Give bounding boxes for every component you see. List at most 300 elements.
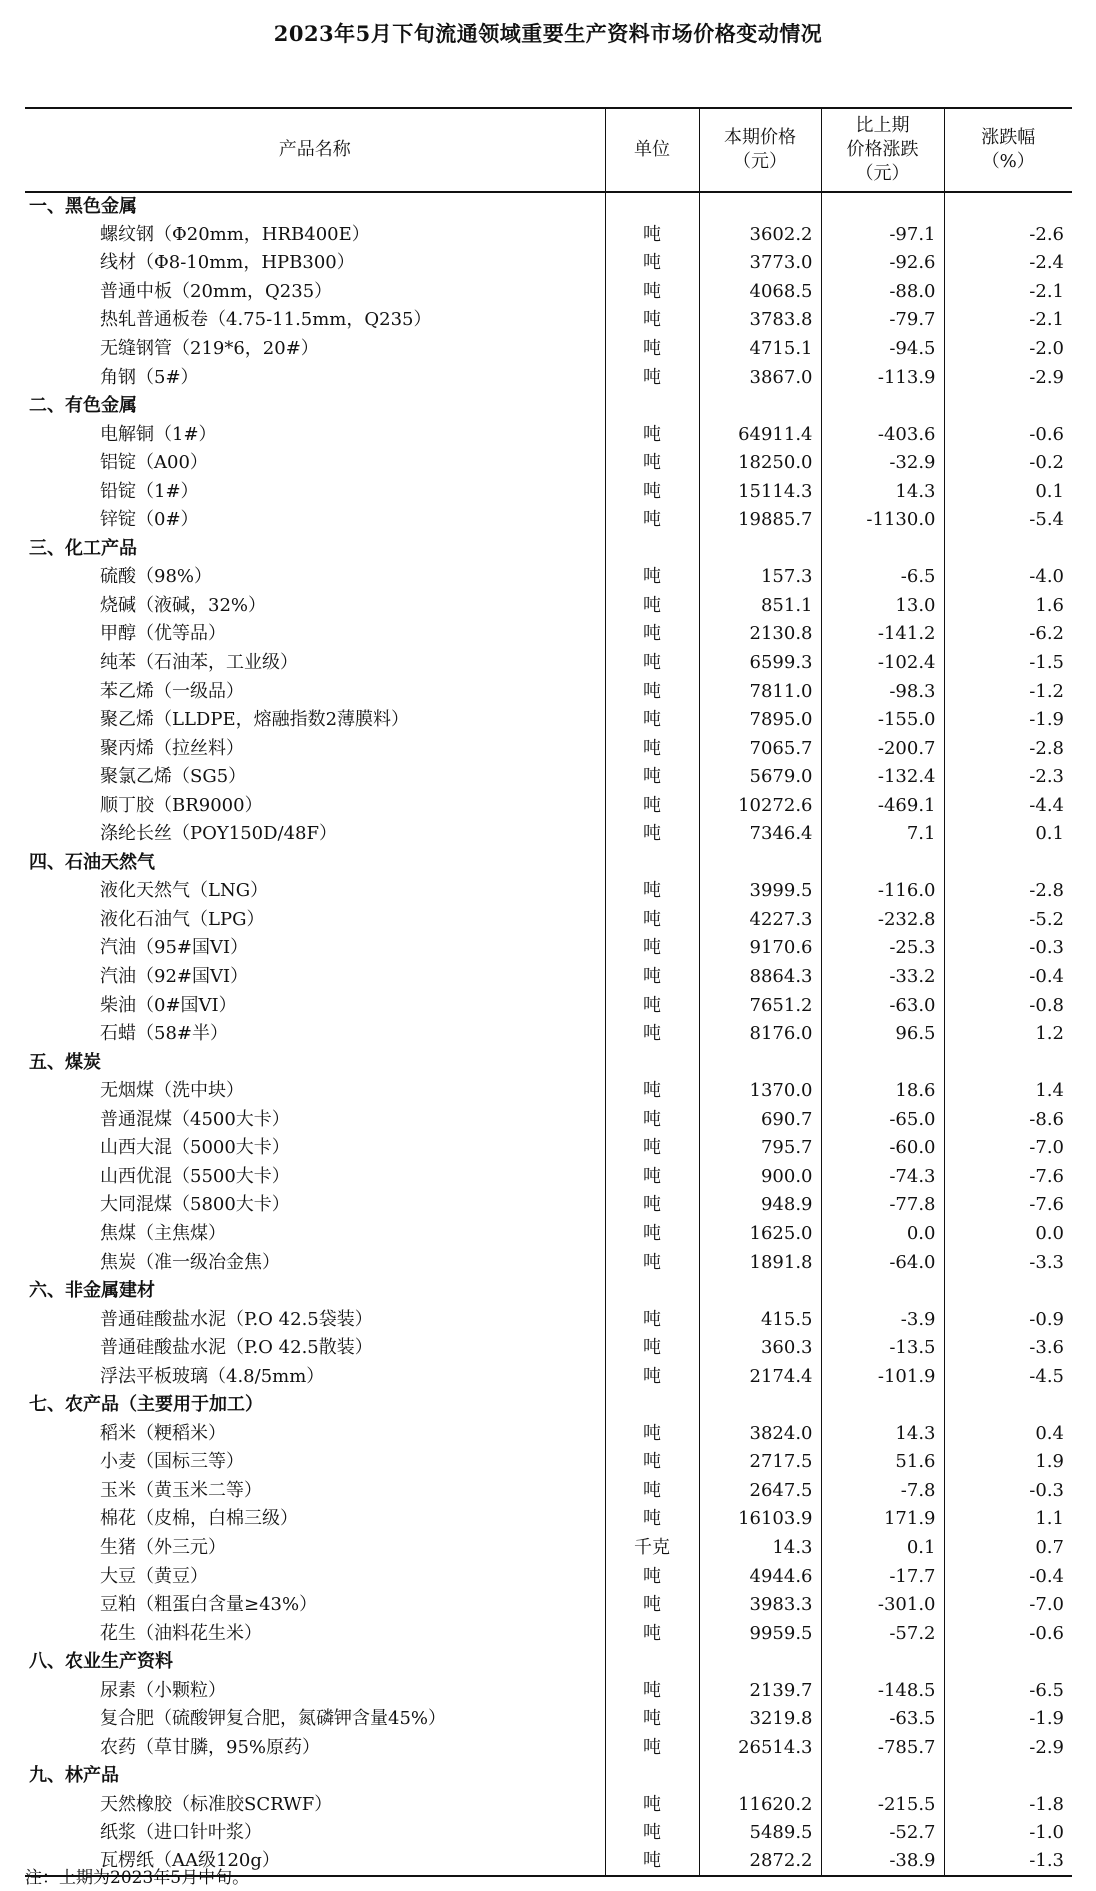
change-cell: 0.1: [821, 1534, 944, 1563]
unit-cell: 吨: [605, 1248, 699, 1277]
table-row: [25, 1020, 1072, 1049]
header-change-percent: [944, 108, 1072, 192]
price-cell: 3983.3: [699, 1591, 821, 1620]
category-name: 五、煤炭: [29, 1051, 101, 1073]
table-row: [25, 1619, 1072, 1648]
product-name: 焦煤（主焦煤）: [100, 1222, 226, 1244]
category-row: [25, 1648, 1072, 1677]
product-name: 豆粕（粗蛋白含量≥43%）: [100, 1594, 318, 1616]
product-name: 花生（油料花生米）: [100, 1622, 262, 1644]
table-row: [25, 1477, 1072, 1506]
table-row: [25, 706, 1072, 735]
percent-cell: -1.3: [944, 1848, 1072, 1877]
change-cell: -52.7: [821, 1819, 944, 1848]
percent-cell: -2.6: [944, 221, 1072, 250]
percent-cell: -7.6: [944, 1163, 1072, 1192]
change-cell: -3.9: [821, 1305, 944, 1334]
change-cell: -148.5: [821, 1676, 944, 1705]
price-cell: 7346.4: [699, 820, 821, 849]
unit-cell: 吨: [605, 221, 699, 250]
table-row: [25, 1534, 1072, 1563]
product-name: 聚乙烯（LLDPE，熔融指数2薄膜料）: [100, 709, 410, 731]
percent-cell: -0.4: [944, 963, 1072, 992]
product-name: 液化天然气（LNG）: [100, 880, 269, 902]
product-name: 甲醇（优等品）: [100, 623, 226, 645]
unit-cell: 吨: [605, 1591, 699, 1620]
change-cell: 51.6: [821, 1448, 944, 1477]
category-name: 二、有色金属: [29, 395, 137, 417]
product-name: 浮法平板玻璃（4.8/5mm）: [100, 1365, 325, 1387]
table-row: [25, 1220, 1072, 1249]
table-header: [25, 108, 1072, 192]
category-name: 九、林产品: [29, 1765, 119, 1787]
change-cell: -92.6: [821, 249, 944, 278]
percent-cell: -6.5: [944, 1676, 1072, 1705]
price-cell: [699, 1277, 821, 1306]
table-row: [25, 420, 1072, 449]
product-name: 焦炭（准一级冶金焦）: [100, 1251, 280, 1273]
change-cell: -32.9: [821, 449, 944, 478]
price-cell: [699, 1762, 821, 1791]
change-cell: -785.7: [821, 1734, 944, 1763]
price-cell: 360.3: [699, 1334, 821, 1363]
change-cell: -141.2: [821, 620, 944, 649]
unit-cell: 吨: [605, 1362, 699, 1391]
unit-cell: [605, 392, 699, 421]
unit-cell: 吨: [605, 1191, 699, 1220]
price-cell: 2872.2: [699, 1848, 821, 1877]
percent-cell: -3.3: [944, 1248, 1072, 1277]
unit-cell: 吨: [605, 1134, 699, 1163]
price-cell: 690.7: [699, 1106, 821, 1135]
unit-cell: 吨: [605, 506, 699, 535]
percent-cell: -4.4: [944, 791, 1072, 820]
unit-cell: [605, 1762, 699, 1791]
change-cell: [821, 1277, 944, 1306]
price-cell: 3602.2: [699, 221, 821, 250]
change-cell: -1130.0: [821, 506, 944, 535]
category-row: [25, 1277, 1072, 1306]
header-line: 本期价格: [724, 127, 796, 148]
product-name: 玉米（黄玉米二等）: [100, 1479, 262, 1501]
change-cell: -88.0: [821, 278, 944, 307]
unit-cell: 吨: [605, 620, 699, 649]
price-cell: 6599.3: [699, 649, 821, 678]
table-row: [25, 1562, 1072, 1591]
table-row: [25, 1705, 1072, 1734]
product-name: 天然橡胶（标准胶SCRWF）: [100, 1793, 333, 1815]
price-cell: [699, 1048, 821, 1077]
percent-cell: [944, 392, 1072, 421]
price-cell: 851.1: [699, 592, 821, 621]
category-name: 三、化工产品: [29, 537, 137, 559]
price-cell: 7065.7: [699, 734, 821, 763]
percent-cell: -0.8: [944, 991, 1072, 1020]
table-row: [25, 477, 1072, 506]
change-cell: -403.6: [821, 420, 944, 449]
price-cell: 16103.9: [699, 1505, 821, 1534]
table-row: [25, 906, 1072, 935]
unit-cell: 吨: [605, 677, 699, 706]
product-name: 生猪（外三元）: [100, 1536, 226, 1558]
price-cell: [699, 1391, 821, 1420]
product-name: 铅锭（1#）: [100, 480, 199, 502]
table-row: [25, 563, 1072, 592]
unit-cell: [605, 1277, 699, 1306]
price-cell: 4715.1: [699, 335, 821, 364]
unit-cell: 吨: [605, 306, 699, 335]
change-cell: -7.8: [821, 1477, 944, 1506]
table-row: [25, 1334, 1072, 1363]
percent-cell: -0.3: [944, 1477, 1072, 1506]
table-body: [25, 192, 1072, 1876]
product-name: 角钢（5#）: [100, 366, 199, 388]
change-cell: -63.0: [821, 991, 944, 1020]
change-cell: 171.9: [821, 1505, 944, 1534]
change-cell: -33.2: [821, 963, 944, 992]
table-row: [25, 963, 1072, 992]
price-cell: [699, 392, 821, 421]
category-row: [25, 1391, 1072, 1420]
category-row: [25, 535, 1072, 564]
unit-cell: 吨: [605, 335, 699, 364]
unit-cell: 吨: [605, 1619, 699, 1648]
table-row: [25, 278, 1072, 307]
product-name: 螺纹钢（Φ20mm，HRB400E）: [100, 223, 370, 245]
percent-cell: -6.2: [944, 620, 1072, 649]
unit-cell: 吨: [605, 1020, 699, 1049]
category-name: 七、农产品（主要用于加工）: [29, 1394, 263, 1416]
product-name: 大同混煤（5800大卡）: [100, 1194, 290, 1216]
product-name: 稻米（粳稻米）: [100, 1422, 226, 1444]
change-cell: 13.0: [821, 592, 944, 621]
unit-cell: 吨: [605, 278, 699, 307]
price-cell: 9170.6: [699, 934, 821, 963]
category-row: [25, 392, 1072, 421]
price-cell: 18250.0: [699, 449, 821, 478]
price-cell: 7811.0: [699, 677, 821, 706]
unit-cell: [605, 192, 699, 221]
table-row: [25, 649, 1072, 678]
percent-cell: [944, 1648, 1072, 1677]
percent-cell: 0.7: [944, 1534, 1072, 1563]
change-cell: -94.5: [821, 335, 944, 364]
price-cell: 5679.0: [699, 763, 821, 792]
change-cell: -25.3: [821, 934, 944, 963]
price-cell: 4227.3: [699, 906, 821, 935]
price-cell: 157.3: [699, 563, 821, 592]
price-cell: 948.9: [699, 1191, 821, 1220]
category-row: [25, 849, 1072, 878]
unit-cell: 吨: [605, 1420, 699, 1449]
change-cell: [821, 192, 944, 221]
percent-cell: [944, 535, 1072, 564]
table-row: [25, 763, 1072, 792]
change-cell: [821, 1648, 944, 1677]
price-cell: 1891.8: [699, 1248, 821, 1277]
product-name: 顺丁胶（BR9000）: [100, 794, 263, 816]
table-row: [25, 1591, 1072, 1620]
header-product-name: 产品名称: [25, 108, 605, 192]
header-line: 比上期: [855, 115, 910, 136]
table-row: [25, 1077, 1072, 1106]
change-cell: -6.5: [821, 563, 944, 592]
change-cell: 7.1: [821, 820, 944, 849]
unit-cell: 吨: [605, 1819, 699, 1848]
change-cell: -79.7: [821, 306, 944, 335]
price-cell: 2139.7: [699, 1676, 821, 1705]
price-cell: 9959.5: [699, 1619, 821, 1648]
change-cell: 96.5: [821, 1020, 944, 1049]
product-name: 尿素（小颗粒）: [100, 1679, 226, 1701]
table-row: [25, 1191, 1072, 1220]
percent-cell: -2.0: [944, 335, 1072, 364]
percent-cell: -0.6: [944, 1619, 1072, 1648]
percent-cell: -2.1: [944, 278, 1072, 307]
price-cell: 1625.0: [699, 1220, 821, 1249]
page-title: 2023年5月下旬流通领域重要生产资料市场价格变动情况: [273, 21, 823, 46]
product-name: 铝锭（A00）: [100, 452, 208, 474]
percent-cell: -1.5: [944, 649, 1072, 678]
footnote: 注：上期为2023年5月中旬。: [25, 1868, 250, 1888]
unit-cell: 吨: [605, 1791, 699, 1820]
percent-cell: -2.3: [944, 763, 1072, 792]
product-name: 苯乙烯（一级品）: [100, 680, 244, 702]
percent-cell: [944, 1277, 1072, 1306]
unit-cell: [605, 1391, 699, 1420]
price-cell: [699, 1648, 821, 1677]
unit-cell: [605, 535, 699, 564]
price-cell: 10272.6: [699, 791, 821, 820]
change-cell: -17.7: [821, 1562, 944, 1591]
change-cell: -38.9: [821, 1848, 944, 1877]
price-cell: 2717.5: [699, 1448, 821, 1477]
unit-cell: 吨: [605, 420, 699, 449]
change-cell: -232.8: [821, 906, 944, 935]
change-cell: -77.8: [821, 1191, 944, 1220]
unit-cell: 吨: [605, 1334, 699, 1363]
product-name: 锌锭（0#）: [100, 509, 199, 531]
percent-cell: [944, 192, 1072, 221]
price-cell: 3824.0: [699, 1420, 821, 1449]
table-row: [25, 221, 1072, 250]
percent-cell: -0.4: [944, 1562, 1072, 1591]
change-cell: -469.1: [821, 791, 944, 820]
category-name: 六、非金属建材: [29, 1280, 155, 1302]
percent-cell: -2.8: [944, 877, 1072, 906]
price-table: [25, 107, 1072, 1877]
percent-cell: 0.0: [944, 1220, 1072, 1249]
price-cell: 11620.2: [699, 1791, 821, 1820]
percent-cell: [944, 1048, 1072, 1077]
product-name: 山西大混（5000大卡）: [100, 1137, 290, 1159]
price-cell: [699, 535, 821, 564]
table-row: [25, 506, 1072, 535]
percent-cell: 1.6: [944, 592, 1072, 621]
product-name: 汽油（95#国VI）: [100, 937, 249, 959]
price-cell: 7651.2: [699, 991, 821, 1020]
table-row: [25, 1248, 1072, 1277]
percent-cell: -0.6: [944, 420, 1072, 449]
percent-cell: -5.2: [944, 906, 1072, 935]
table-row: [25, 1819, 1072, 1848]
percent-cell: [944, 849, 1072, 878]
table-row: [25, 934, 1072, 963]
unit-cell: 吨: [605, 820, 699, 849]
product-name: 纯苯（石油苯，工业级）: [100, 652, 298, 674]
table-row: [25, 791, 1072, 820]
price-cell: 795.7: [699, 1134, 821, 1163]
percent-cell: [944, 1391, 1072, 1420]
change-cell: -113.9: [821, 363, 944, 392]
percent-cell: -0.9: [944, 1305, 1072, 1334]
change-cell: [821, 849, 944, 878]
unit-cell: 吨: [605, 1163, 699, 1192]
unit-cell: 吨: [605, 1477, 699, 1506]
unit-cell: 吨: [605, 1562, 699, 1591]
unit-cell: 吨: [605, 1676, 699, 1705]
change-cell: -301.0: [821, 1591, 944, 1620]
change-cell: -65.0: [821, 1106, 944, 1135]
change-cell: -155.0: [821, 706, 944, 735]
category-row: [25, 1762, 1072, 1791]
table-row: [25, 1305, 1072, 1334]
percent-cell: -7.0: [944, 1134, 1072, 1163]
category-name: 四、石油天然气: [29, 851, 155, 873]
header-price-change: [821, 108, 944, 192]
unit-cell: 吨: [605, 249, 699, 278]
table-row: [25, 1448, 1072, 1477]
change-cell: 18.6: [821, 1077, 944, 1106]
percent-cell: -1.0: [944, 1819, 1072, 1848]
product-name: 无烟煤（洗中块）: [100, 1080, 244, 1102]
price-cell: 1370.0: [699, 1077, 821, 1106]
unit-cell: 吨: [605, 1734, 699, 1763]
price-cell: 5489.5: [699, 1819, 821, 1848]
unit-cell: 吨: [605, 592, 699, 621]
percent-cell: -7.0: [944, 1591, 1072, 1620]
percent-cell: -8.6: [944, 1106, 1072, 1135]
unit-cell: 吨: [605, 906, 699, 935]
unit-cell: 吨: [605, 1848, 699, 1877]
percent-cell: -2.9: [944, 363, 1072, 392]
product-name: 电解铜（1#）: [100, 423, 217, 445]
header-current-price: [699, 108, 821, 192]
table-row: [25, 1505, 1072, 1534]
header-line: （%）: [981, 151, 1035, 172]
change-cell: -98.3: [821, 677, 944, 706]
table-row: [25, 449, 1072, 478]
unit-cell: [605, 1648, 699, 1677]
percent-cell: -4.0: [944, 563, 1072, 592]
percent-cell: -1.8: [944, 1791, 1072, 1820]
unit-cell: 吨: [605, 1220, 699, 1249]
product-name: 涤纶长丝（POY150D/48F）: [100, 823, 337, 845]
product-name: 农药（草甘膦，95%原药）: [100, 1736, 321, 1758]
price-cell: 7895.0: [699, 706, 821, 735]
change-cell: -74.3: [821, 1163, 944, 1192]
change-cell: [821, 1391, 944, 1420]
percent-cell: -0.2: [944, 449, 1072, 478]
product-name: 液化石油气（LPG）: [100, 908, 265, 930]
category-name: 一、黑色金属: [29, 195, 137, 217]
percent-cell: -2.1: [944, 306, 1072, 335]
product-name: 普通中板（20mm，Q235）: [100, 280, 333, 302]
table-row: [25, 1106, 1072, 1135]
unit-cell: 吨: [605, 1448, 699, 1477]
unit-cell: 千克: [605, 1534, 699, 1563]
product-name: 无缝钢管（219*6，20#）: [100, 338, 319, 359]
percent-cell: -1.9: [944, 706, 1072, 735]
price-cell: 3219.8: [699, 1705, 821, 1734]
percent-cell: 1.2: [944, 1020, 1072, 1049]
change-cell: [821, 1048, 944, 1077]
price-cell: 4944.6: [699, 1562, 821, 1591]
price-cell: [699, 192, 821, 221]
unit-cell: 吨: [605, 1305, 699, 1334]
product-name: 烧碱（液碱，32%）: [100, 594, 267, 616]
percent-cell: 1.1: [944, 1505, 1072, 1534]
price-cell: 15114.3: [699, 477, 821, 506]
change-cell: -101.9: [821, 1362, 944, 1391]
price-cell: 8864.3: [699, 963, 821, 992]
percent-cell: -2.8: [944, 734, 1072, 763]
table-row: [25, 677, 1072, 706]
price-cell: [699, 849, 821, 878]
table-row: [25, 620, 1072, 649]
price-cell: 3999.5: [699, 877, 821, 906]
price-cell: 3783.8: [699, 306, 821, 335]
table-row: [25, 1362, 1072, 1391]
unit-cell: 吨: [605, 649, 699, 678]
header-line: 价格涨跌: [846, 139, 919, 160]
unit-cell: 吨: [605, 477, 699, 506]
product-name: 棉花（皮棉，白棉三级）: [100, 1508, 298, 1530]
table-row: [25, 1163, 1072, 1192]
unit-cell: 吨: [605, 763, 699, 792]
product-name: 柴油（0#国VI）: [100, 994, 237, 1016]
table-row: [25, 1676, 1072, 1705]
price-cell: 64911.4: [699, 420, 821, 449]
change-cell: 14.3: [821, 477, 944, 506]
table-row: [25, 592, 1072, 621]
product-name: 石蜡（58#半）: [100, 1023, 228, 1045]
product-name: 大豆（黄豆）: [100, 1565, 208, 1587]
product-name: 纸浆（进口针叶浆）: [100, 1822, 262, 1844]
product-name: 复合肥（硫酸钾复合肥，氮磷钾含量45%）: [100, 1708, 447, 1730]
table-row: [25, 991, 1072, 1020]
unit-cell: 吨: [605, 734, 699, 763]
product-name: 山西优混（5500大卡）: [100, 1165, 290, 1187]
price-cell: 2647.5: [699, 1477, 821, 1506]
table-row: [25, 1791, 1072, 1820]
unit-cell: 吨: [605, 934, 699, 963]
price-cell: 14.3: [699, 1534, 821, 1563]
price-cell: 26514.3: [699, 1734, 821, 1763]
unit-cell: 吨: [605, 991, 699, 1020]
change-cell: [821, 1762, 944, 1791]
percent-cell: -2.4: [944, 249, 1072, 278]
product-name: 普通硅酸盐水泥（P.O 42.5袋装）: [100, 1308, 373, 1330]
unit-cell: 吨: [605, 1505, 699, 1534]
change-cell: 0.0: [821, 1220, 944, 1249]
category-name: 八、农业生产资料: [29, 1651, 173, 1673]
price-cell: 415.5: [699, 1305, 821, 1334]
category-row: [25, 1048, 1072, 1077]
percent-cell: 0.4: [944, 1420, 1072, 1449]
unit-cell: 吨: [605, 877, 699, 906]
product-name: 瓦楞纸（AA级120g）: [25, 1848, 605, 1877]
